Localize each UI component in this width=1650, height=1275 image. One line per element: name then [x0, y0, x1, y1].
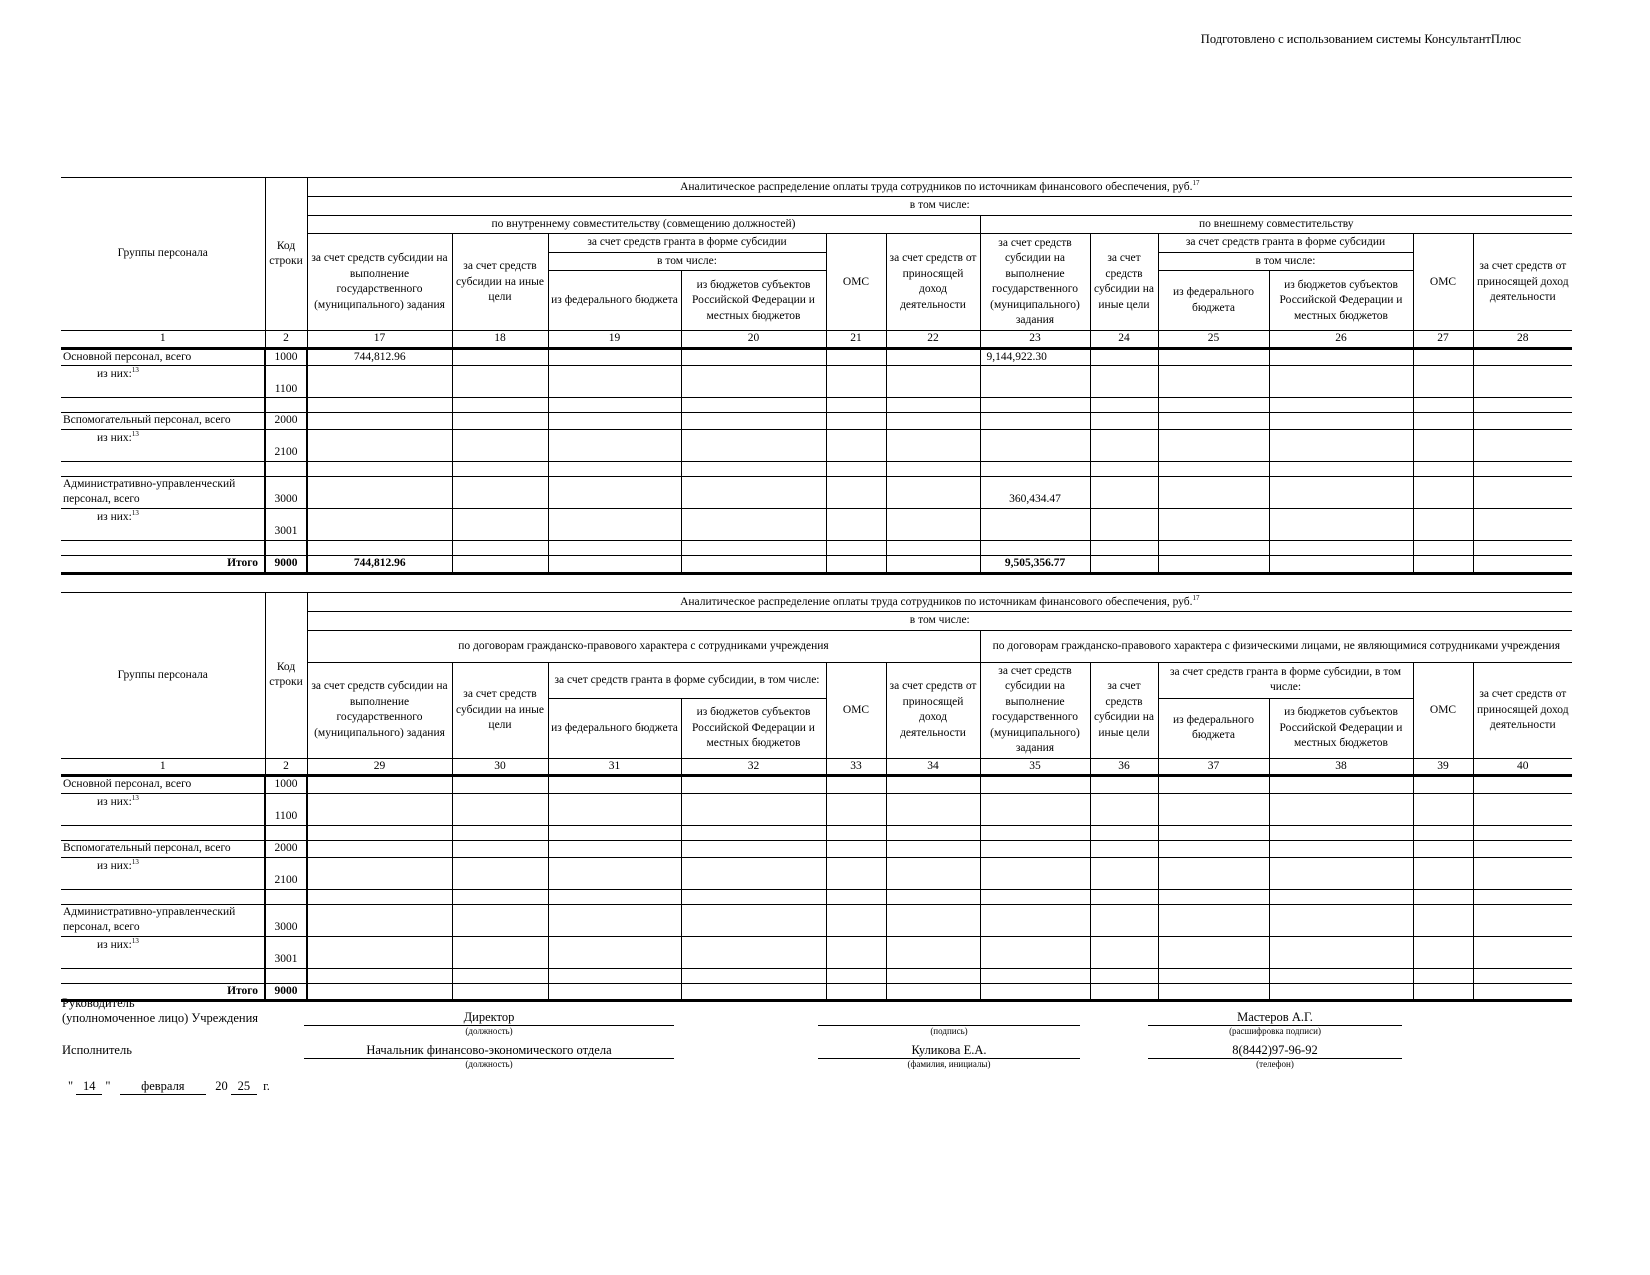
- col-federal: из федерального бюджета: [548, 698, 681, 758]
- caption-signature: (подпись): [930, 1026, 968, 1036]
- col-grant-ext: за счет средств гранта в форме субсидии: [1158, 234, 1413, 253]
- table-row: Административно-управленческий персонал, всего 3000: [61, 904, 1572, 936]
- signing-date: " 14 " февраля 20 25 г.: [68, 1079, 270, 1093]
- table-row: из них:$^{13}$ 3001: [61, 508, 1572, 540]
- caption-phone: (телефон): [1256, 1059, 1294, 1069]
- cell-value: 9,144,922.30: [980, 348, 1090, 366]
- col-subsidy-other: за счет средств субсидии на иные цели: [452, 234, 548, 331]
- in-that-number: в том числе:: [307, 197, 1572, 216]
- col-federal-ext: из федерального бюджета: [1158, 271, 1269, 331]
- col-grant: за счет средств гранта в форме субсидии: [548, 234, 826, 253]
- column-numbers-row: 1 2 17 18 19 20 21 22 23 24 25 26 27 28: [61, 331, 1572, 349]
- col-subsidy-other-ext: за счет средств субсидии на иные цели: [1090, 234, 1158, 331]
- date-month: февраля: [120, 1079, 206, 1095]
- col-federal-ext: из федерального бюджета: [1158, 698, 1269, 758]
- executor-name: Куликова Е.А.: [818, 1043, 1080, 1059]
- date-day: 14: [76, 1079, 102, 1095]
- col-oms-ext: ОМС: [1413, 234, 1473, 331]
- group-internal: по внутреннему совместительству (совмещению должностей): [307, 215, 980, 234]
- code-header: Код строки: [265, 178, 307, 331]
- col-federal: из федерального бюджета: [548, 271, 681, 331]
- executor-phone: 8(8442)97-96-92: [1148, 1043, 1402, 1059]
- table-row: Административно-управленческий персонал, всего 3000 360,434.47: [61, 476, 1572, 508]
- code-header: Код строки: [265, 593, 307, 759]
- main-header: Аналитическое распределение оплаты труда сотрудников по источникам финансового обеспечения, руб.$^{17}$: [307, 178, 1572, 197]
- col-income-ext: за счет средств от приносящей доход деятельности: [1473, 234, 1572, 331]
- grant-in-that-number-ext: в том числе:: [1158, 252, 1413, 271]
- executor-position: Начальник финансово-экономического отдела: [304, 1043, 674, 1059]
- groups-header: Группы персонала: [61, 178, 265, 331]
- col-subsidy-other: за счет средств субсидии на иные цели: [452, 662, 548, 758]
- groups-header: Группы персонала: [61, 593, 265, 759]
- col-oms: ОМС: [826, 234, 886, 331]
- caption-fio: (фамилия, инициалы): [907, 1059, 991, 1069]
- col-subsidy-task: за счет средств субсидии на выполнение государственного (муниципального) задания: [307, 662, 452, 758]
- table-row: из них:$^{13}$ 1100: [61, 793, 1572, 825]
- table-row: Основной персонал, всего 1000: [61, 776, 1572, 794]
- cell-value: 360,434.47: [980, 476, 1090, 508]
- salary-table-internal-external: [61, 177, 1572, 575]
- table-row: из них:$^{13}$ 2100: [61, 429, 1572, 461]
- col-subsidy-task-ext: за счет средств субсидии на выполнение государственного (муниципального) задания: [980, 662, 1090, 758]
- head-label: Руководитель (уполномоченное лицо) Учреждения: [62, 996, 259, 1025]
- col-income: за счет средств от приносящей доход деятельности: [886, 662, 980, 758]
- salary-table-civil-contracts: [61, 592, 1572, 1002]
- column-numbers-row: 1 2 29 30 31 32 33 34 35 36 37 38 39 40: [61, 758, 1572, 776]
- col-income-ext: за счет средств от приносящей доход деятельности: [1473, 662, 1572, 758]
- col-regional-ext: из бюджетов субъектов Российской Федерации и местных бюджетов: [1269, 271, 1413, 331]
- col-regional: из бюджетов субъектов Российской Федерации и местных бюджетов: [681, 271, 826, 331]
- in-that-number: в том числе:: [307, 612, 1572, 631]
- col-regional-ext: из бюджетов субъектов Российской Федерации и местных бюджетов: [1269, 698, 1413, 758]
- group-gph-external: по договорам гражданско-правового характера с физическими лицами, не являющимися сотрудниками учреждения: [980, 630, 1572, 662]
- table-row: Вспомогательный персонал, всего 2000: [61, 840, 1572, 857]
- consultant-note: Подготовлено с использованием системы КонсультантПлюс: [1200, 32, 1521, 46]
- caption-position: (должность): [465, 1026, 513, 1036]
- col-subsidy-other-ext: за счет средств субсидии на иные цели: [1090, 662, 1158, 758]
- head-position: Директор: [304, 1010, 674, 1026]
- group-gph-staff: по договорам гражданско-правового характера с сотрудниками учреждения: [307, 630, 980, 662]
- main-header: Аналитическое распределение оплаты труда сотрудников по источникам финансового обеспечения, руб.$^{17}$: [307, 593, 1572, 612]
- executor-label: Исполнитель: [62, 1043, 132, 1057]
- table-row: Основной персонал, всего 1000 744,812.96 9,144,922.30: [61, 348, 1572, 366]
- col-grant-ext: за счет средств гранта в форме субсидии, в том числе:: [1158, 662, 1413, 698]
- caption-decode: (расшифровка подписи): [1229, 1026, 1321, 1036]
- total-row: Итого 9000 744,812.96 9,505,356.77: [61, 555, 1572, 573]
- col-regional: из бюджетов субъектов Российской Федерации и местных бюджетов: [681, 698, 826, 758]
- cell-value: 744,812.96: [307, 348, 452, 366]
- col-oms: ОМС: [826, 662, 886, 758]
- table-row: Вспомогательный персонал, всего 2000: [61, 413, 1572, 430]
- total-value: 744,812.96: [307, 555, 452, 573]
- grant-in-that-number: в том числе:: [548, 252, 826, 271]
- col-subsidy-task-ext: за счет средств субсидии на выполнение государственного (муниципального) задания: [980, 234, 1090, 331]
- col-grant: за счет средств гранта в форме субсидии, в том числе:: [548, 662, 826, 698]
- group-external: по внешнему совместительству: [980, 215, 1572, 234]
- table-row: из них:$^{13}$ 2100: [61, 857, 1572, 889]
- table-row: из них:$^{13}$ 1100: [61, 366, 1572, 398]
- col-oms-ext: ОМС: [1413, 662, 1473, 758]
- total-value: 9,505,356.77: [980, 555, 1090, 573]
- table-row: из них:$^{13}$ 3001: [61, 936, 1572, 968]
- head-signature-line: [818, 1010, 1080, 1026]
- col-income: за счет средств от приносящей доход деятельности: [886, 234, 980, 331]
- total-row: Итого 9000: [61, 983, 1572, 1001]
- head-name: Мастеров А.Г.: [1148, 1010, 1402, 1026]
- col-subsidy-task: за счет средств субсидии на выполнение государственного (муниципального) задания: [307, 234, 452, 331]
- date-year: 25: [231, 1079, 257, 1095]
- caption-position-executor: (должность): [465, 1059, 513, 1069]
